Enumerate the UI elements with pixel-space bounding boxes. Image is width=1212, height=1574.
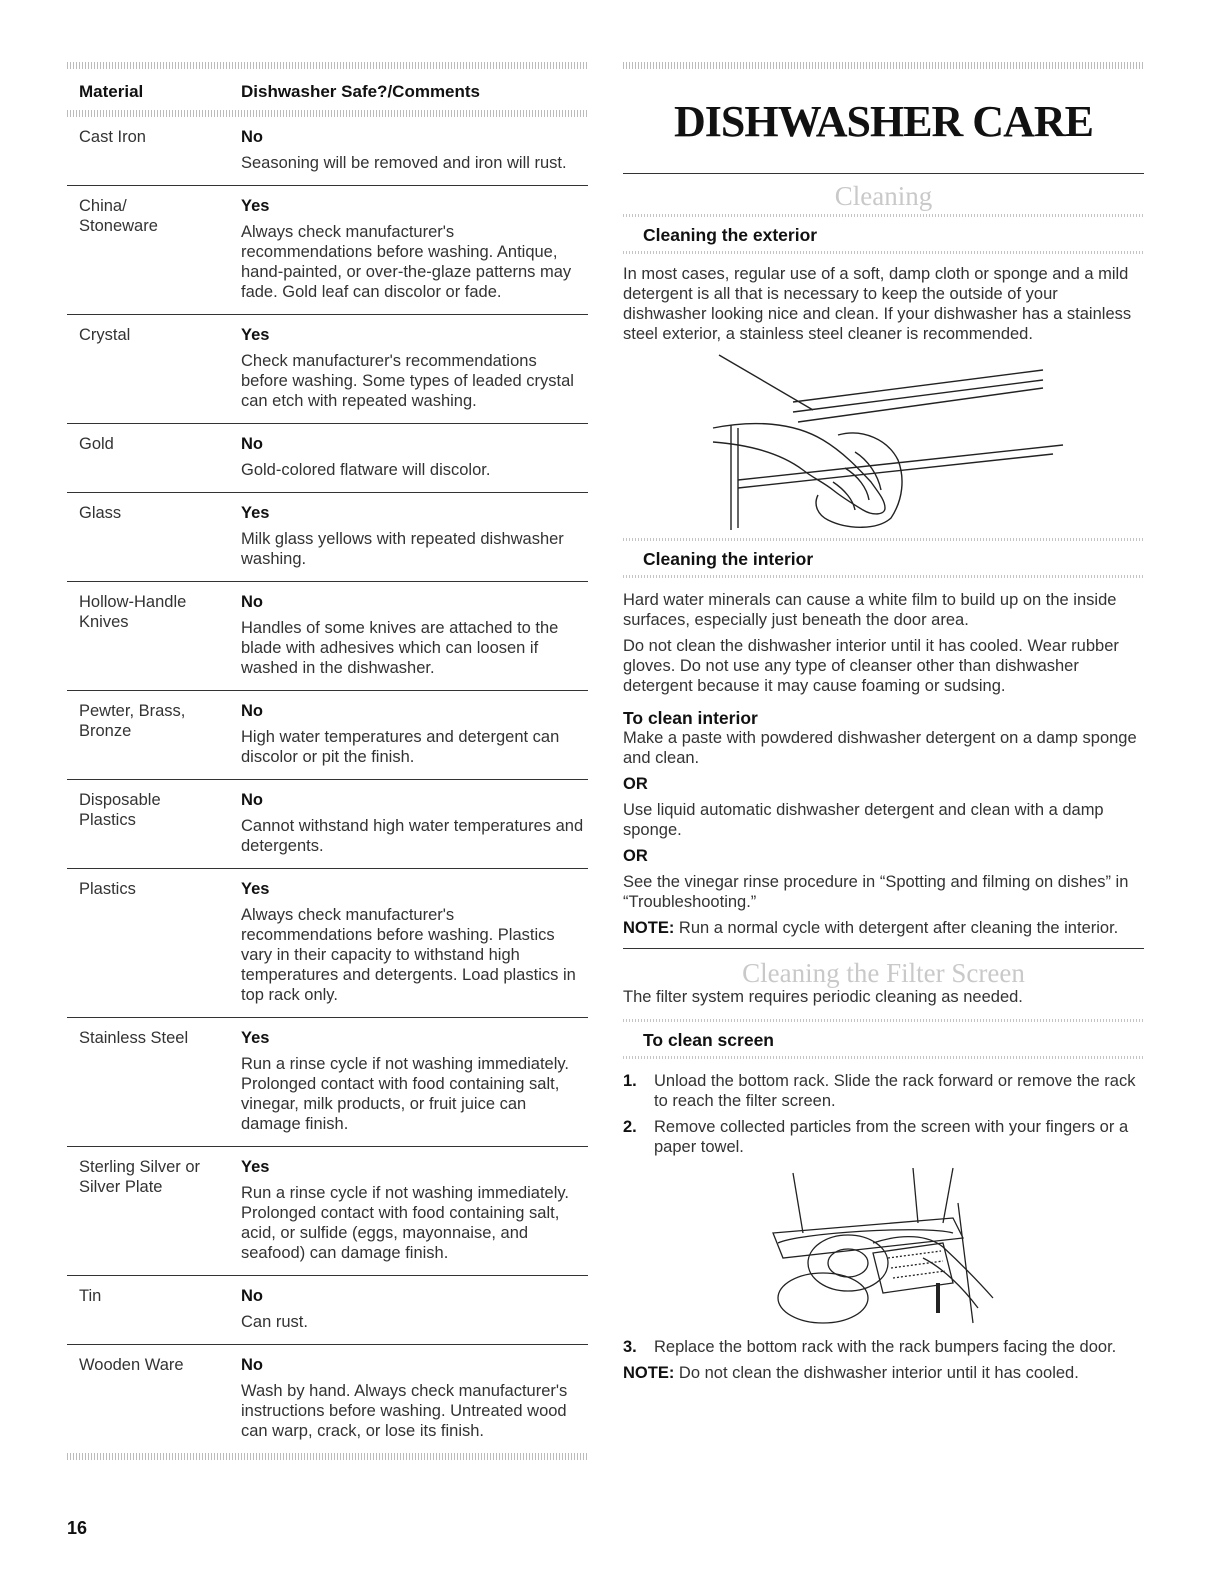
- safe-cell: Yes: [241, 880, 270, 898]
- table-header: [67, 69, 588, 110]
- table-header-divider: [67, 110, 588, 117]
- material-cell: Crystal: [79, 326, 131, 344]
- table-row: [67, 582, 588, 691]
- table-row: [67, 1018, 588, 1147]
- safe-cell: No: [241, 791, 263, 809]
- material-column-header: Material: [79, 82, 144, 101]
- note-label: NOTE:: [623, 919, 675, 937]
- filter-intro: The filter system requires periodic cleaning as needed.: [623, 988, 1023, 1006]
- safe-cell: No: [241, 435, 263, 453]
- step-text: Unload the bottom rack. Slide the rack forward or remove the rack to reach the filter screen.: [654, 1072, 1136, 1110]
- material-cell: Hollow-Handle Knives: [79, 593, 187, 631]
- filter-screen-drawing: [623, 1163, 1144, 1333]
- table-row: [67, 869, 588, 1018]
- material-cell: Wooden Ware: [79, 1356, 184, 1374]
- table-bottom-divider: [67, 1453, 588, 1460]
- step-item: [623, 1337, 1144, 1357]
- step-number: 1.: [623, 1072, 637, 1090]
- safe-cell: Yes: [241, 1029, 270, 1047]
- interior-heading: Cleaning the interior: [643, 549, 814, 569]
- material-cell: Tin: [79, 1287, 102, 1305]
- comment-cell: Cannot withstand high water temperatures and detergents.: [241, 817, 584, 855]
- note-text: Do not clean the dishwasher interior until it has cooled.: [674, 1364, 1079, 1382]
- interior-note: [623, 918, 1144, 938]
- title-rule: [623, 173, 1144, 174]
- safe-cell: Yes: [241, 197, 270, 215]
- note-label: NOTE:: [623, 1364, 675, 1382]
- comment-cell: Check manufacturer's recommendations before washing. Some types of leaded crystal can etch with repeated washing.: [241, 352, 574, 410]
- clean-screen-steps-continued: [623, 1337, 1144, 1357]
- step-text: Replace the bottom rack with the rack bumpers facing the door.: [654, 1338, 1117, 1356]
- page-number: 16: [67, 1518, 88, 1538]
- clean-screen-heading: To clean screen: [643, 1030, 774, 1050]
- filter-note: [623, 1363, 1144, 1383]
- filter-illustration: [623, 1163, 1144, 1333]
- step-number: 3.: [623, 1338, 637, 1356]
- table-row: [67, 117, 588, 186]
- cleaning-section-title: Cleaning: [834, 181, 933, 211]
- comment-cell: Run a rinse cycle if not washing immediately. Prolonged contact with food containing salt, vinegar, milk products, or fruit juice can damage finish.: [241, 1055, 570, 1133]
- safe-cell: No: [241, 1287, 263, 1305]
- interior-text-2: Do not clean the dishwasher interior until it has cooled. Wear rubber gloves. Do not use any type of cleanser other than dishwasher detergent because it may cause foaming or sudsing.: [623, 637, 1119, 695]
- comment-cell: Run a rinse cycle if not washing immediately. Prolonged contact with food containing salt, acid, or sulfide (eggs, mayonnaise, and seafood) can damage finish.: [241, 1184, 570, 1262]
- clean-screen-steps: [623, 1071, 1144, 1157]
- exterior-heading: Cleaning the exterior: [643, 225, 818, 245]
- care-top-divider: [623, 62, 1144, 69]
- comment-cell: Wash by hand. Always check manufacturer's instructions before washing. Untreated wood can warp, crack, or lose its finish.: [241, 1382, 568, 1440]
- comment-cell: Milk glass yellows with repeated dishwasher washing.: [241, 530, 564, 568]
- option-liquid: Use liquid automatic dishwasher detergent and clean with a damp sponge.: [623, 801, 1104, 839]
- dishwasher-care-section: [623, 62, 1144, 1389]
- table-row: [67, 1147, 588, 1276]
- table-row: [67, 424, 588, 493]
- material-cell: Sterling Silver or Silver Plate: [79, 1158, 201, 1196]
- comment-cell: Always check manufacturer's recommendations before washing. Plastics vary in their capacity to withstand high temperatures and detergents. Load plastics in top rack only.: [241, 906, 576, 1004]
- option-paste: Make a paste with powdered dishwasher detergent on a damp sponge and clean.: [623, 729, 1137, 767]
- safe-cell: No: [241, 593, 263, 611]
- comment-cell: Gold-colored flatware will discolor.: [241, 461, 491, 479]
- safe-column-header: Dishwasher Safe?/Comments: [241, 82, 481, 101]
- step-item: [623, 1071, 1144, 1111]
- table-row: [67, 315, 588, 424]
- filter-section-title: Cleaning the Filter Screen: [742, 958, 1025, 988]
- step-text: Remove collected particles from the screen with your fingers or a paper towel.: [654, 1118, 1129, 1156]
- table-body: [67, 117, 588, 1453]
- materials-table: [67, 62, 588, 1460]
- or-label: OR: [623, 775, 648, 793]
- comment-cell: Seasoning will be removed and iron will rust.: [241, 154, 567, 172]
- interior-text-1: Hard water minerals can cause a white film to build up on the inside surfaces, especially just beneath the door area.: [623, 591, 1117, 629]
- note-text: Run a normal cycle with detergent after cleaning the interior.: [674, 919, 1119, 937]
- page-title: DISHWASHER CARE: [674, 97, 1093, 146]
- step-item: [623, 1117, 1144, 1157]
- table-row: [67, 691, 588, 780]
- comment-cell: Handles of some knives are attached to the blade with adhesives which can loosen if washed in the dishwasher.: [241, 619, 559, 677]
- or-label: OR: [623, 847, 648, 865]
- safe-cell: Yes: [241, 504, 270, 522]
- divider: [623, 251, 1144, 254]
- material-cell: Plastics: [79, 880, 136, 898]
- material-cell: Disposable Plastics: [79, 791, 161, 829]
- divider: [623, 1056, 1144, 1059]
- material-cell: Gold: [79, 435, 114, 453]
- table-top-divider: [67, 62, 588, 69]
- section-rule: [623, 948, 1144, 949]
- material-cell: Stainless Steel: [79, 1029, 189, 1047]
- wiping-door-drawing: [623, 350, 1144, 538]
- step-number: 2.: [623, 1118, 637, 1136]
- comment-cell: Always check manufacturer's recommendations before washing. Antique, hand-painted, or over-the-glaze patterns may fade. Gold leaf can discolor or fade.: [241, 223, 572, 301]
- table-row: [67, 1345, 588, 1453]
- safe-cell: Yes: [241, 326, 270, 344]
- table-row: [67, 1276, 588, 1345]
- divider: [623, 575, 1144, 578]
- safe-cell: Yes: [241, 1158, 270, 1176]
- material-cell: Glass: [79, 504, 122, 522]
- exterior-cleaning-illustration: [623, 350, 1144, 538]
- safe-cell: No: [241, 702, 263, 720]
- table-row: [67, 780, 588, 869]
- option-vinegar: See the vinegar rinse procedure in “Spotting and filming on dishes” in “Troubleshooting.”: [623, 873, 1129, 911]
- table-row: [67, 186, 588, 315]
- material-cell: China/ Stoneware: [79, 197, 158, 235]
- table-row: [67, 493, 588, 582]
- exterior-text: In most cases, regular use of a soft, damp cloth or sponge and a mild detergent is all that is necessary to keep the outside of your dishwasher looking nice and clean. If your dishwasher has a stainless steel exterior, a stainless steel cleaner is recommended.: [623, 265, 1132, 343]
- safe-cell: No: [241, 128, 263, 146]
- comment-cell: Can rust.: [241, 1313, 308, 1331]
- comment-cell: High water temperatures and detergent can discolor or pit the finish.: [241, 728, 560, 766]
- material-cell: Cast Iron: [79, 128, 146, 146]
- material-cell: Pewter, Brass, Bronze: [79, 702, 186, 740]
- to-clean-interior-heading: To clean interior: [623, 708, 758, 728]
- safe-cell: No: [241, 1356, 263, 1374]
